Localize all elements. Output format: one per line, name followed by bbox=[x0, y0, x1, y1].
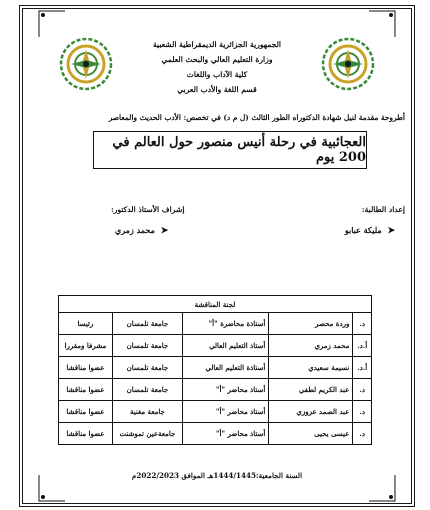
prepared-by-label: إعداد الطالبة: bbox=[361, 205, 405, 214]
supervisor-label: إشراف الأستاذ الدكتور: bbox=[111, 205, 185, 214]
header-line: الجمهورية الجزائرية الديمقراطية الشعبية bbox=[152, 40, 281, 49]
member-rank: أستاذ محاضر "أ" bbox=[183, 423, 269, 445]
page-frame bbox=[22, 8, 412, 504]
header-line: كلية الآداب واللغات bbox=[186, 70, 248, 79]
table-row bbox=[59, 401, 372, 423]
member-title: أ.د. bbox=[353, 357, 372, 379]
member-name: عبد الكريم لطفي bbox=[269, 379, 353, 401]
arrow-bullet-icon: ➤ bbox=[387, 226, 395, 236]
table-row bbox=[59, 313, 372, 335]
member-name: عيسى يحيى bbox=[269, 423, 353, 445]
member-role: رئيسا bbox=[59, 313, 113, 335]
member-role: عضوا مناقشا bbox=[59, 379, 113, 401]
institution-header bbox=[133, 37, 301, 97]
member-role: مشرفا ومقررا bbox=[59, 335, 113, 357]
committee-caption: لجنة المناقشة bbox=[59, 296, 372, 313]
member-name: نسيمة سعيدي bbox=[269, 357, 353, 379]
member-university: جامعة تلمسان bbox=[112, 313, 182, 335]
header-line: وزارة التعليم العالي والبحث العلمي bbox=[161, 55, 273, 64]
corner-ornament-icon bbox=[37, 9, 67, 39]
member-rank: أستاذ محاضر "أ" bbox=[183, 401, 269, 423]
member-rank: أستاذ التعليم العالي bbox=[183, 335, 269, 357]
professor-name-row bbox=[115, 225, 168, 236]
member-university: جامعة تلمسان bbox=[112, 335, 182, 357]
thesis-title: العجائبية في رحلة أنيس منصور حول العالم في 200 يوم bbox=[93, 131, 367, 169]
table-row bbox=[59, 423, 372, 445]
member-title: د. bbox=[353, 313, 372, 335]
university-logo-icon bbox=[321, 37, 375, 91]
committee-table bbox=[58, 295, 372, 445]
member-rank: أستاذ محاضر "أ" bbox=[183, 379, 269, 401]
member-rank: أستاذة محاضرة "أ" bbox=[183, 313, 269, 335]
student-name: مليكة عبابو bbox=[344, 225, 382, 235]
member-title: د. bbox=[353, 379, 372, 401]
member-role: عضوا مناقشا bbox=[59, 357, 113, 379]
table-row bbox=[59, 335, 372, 357]
member-university: جامعة تلمسان bbox=[112, 379, 182, 401]
arrow-bullet-icon: ➤ bbox=[160, 226, 169, 236]
member-rank: أستاذة التعليم العالي bbox=[183, 357, 269, 379]
member-name: محمد زمري bbox=[269, 335, 353, 357]
member-name: وردة محصر bbox=[269, 313, 353, 335]
corner-ornament-icon bbox=[367, 9, 397, 39]
member-title: د. bbox=[353, 423, 372, 445]
member-university: جامعةعين تموشنت bbox=[112, 423, 182, 445]
member-role: عضوا مناقشا bbox=[59, 423, 113, 445]
member-name: عبد الصمد عزوزي bbox=[269, 401, 353, 423]
member-university: جامعة مغنية bbox=[112, 401, 182, 423]
thesis-description: أطروحة مقدمة لنيل شهادة الدكتوراه الطور الثالث (ل م د) في تخصص: الأدب الحديث والمعاصر bbox=[108, 113, 405, 122]
header-line: قسم اللغة والأدب العربي bbox=[177, 85, 257, 94]
member-role: عضوا مناقشا bbox=[59, 401, 113, 423]
table-row bbox=[59, 379, 372, 401]
member-university: جامعة تلمسان bbox=[112, 357, 182, 379]
university-logo-icon bbox=[59, 37, 113, 91]
professor-name: محمد زمري bbox=[115, 225, 155, 235]
member-title: أ.د. bbox=[353, 335, 372, 357]
student-name-row bbox=[345, 225, 395, 236]
member-title: د. bbox=[353, 401, 372, 423]
table-row bbox=[59, 357, 372, 379]
academic-year: السنة الجامعية:1444/1445هـ الموافق 2022/2023م bbox=[131, 471, 303, 480]
